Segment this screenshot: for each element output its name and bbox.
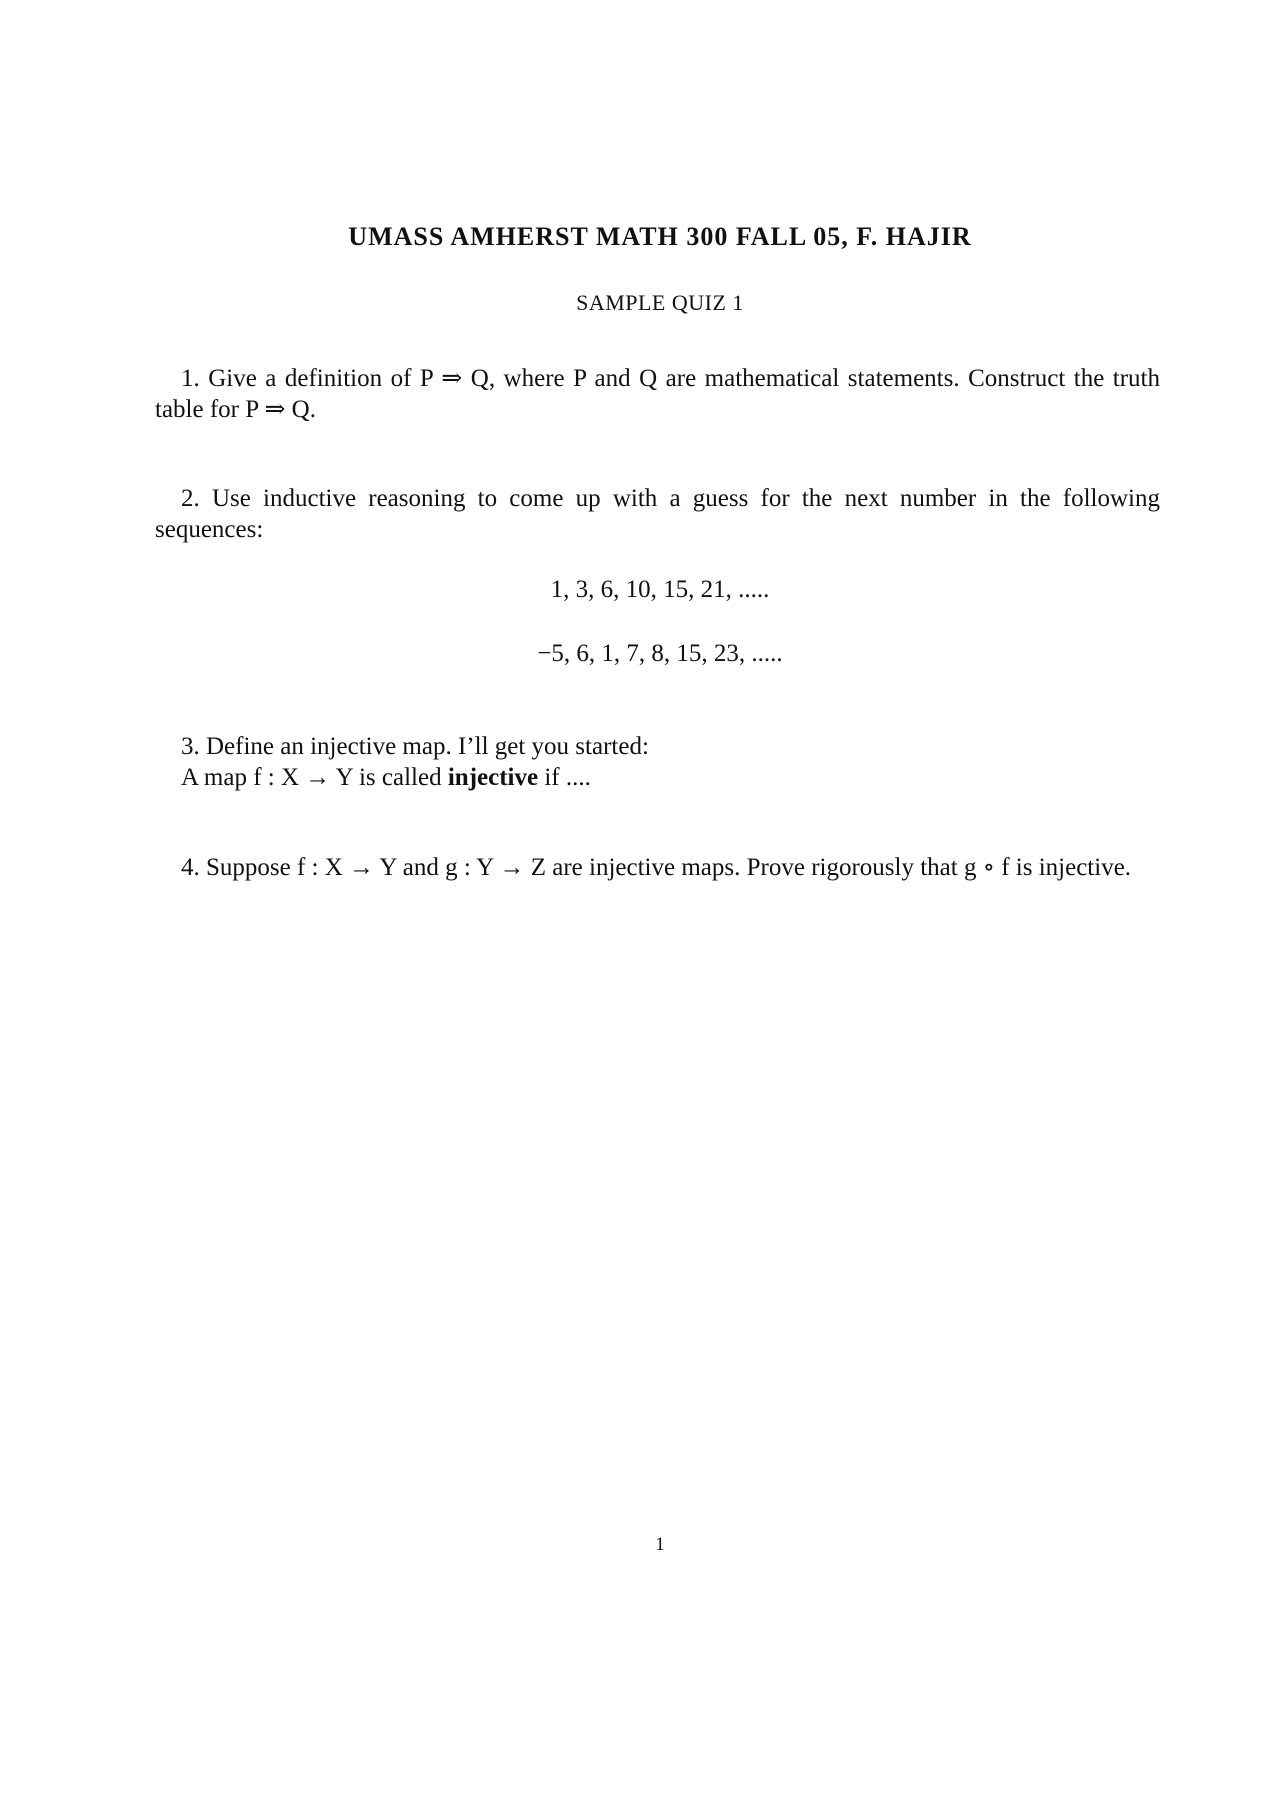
question-1 [155,363,1160,425]
question-1-text: Give a definition of P ⇒ Q, where P and Q are mathematical statements. Construct the truth table for P ⇒ Q. [155,365,1161,423]
question-3-line-1 [155,731,1160,762]
document-subtitle: SAMPLE QUIZ 1 [576,290,744,315]
question-4-text: Suppose f : X → Y and g : Y → Z are injective maps. Prove rigorously that g ∘ f is injective. [206,854,1132,881]
page-number: 1 [655,1534,665,1555]
question-3-line-2 [155,762,1160,793]
sequence-1: 1, 3, 6, 10, 15, 21, ..... [550,576,770,603]
question-4 [155,852,1160,883]
question-2-text: Use inductive reasoning to come up with a guess for the next number in the following sequences: [155,485,1160,543]
question-1-number: 1. [181,365,200,392]
sequence-2: −5, 6, 1, 7, 8, 15, 23, ..... [537,640,783,667]
question-2 [155,483,1160,545]
injective-term: injective [447,764,539,791]
question-2-number: 2. [181,485,200,512]
question-3-number: 3. [181,733,200,760]
question-3-line-2-suffix: if .... [538,764,591,791]
question-3 [155,731,1160,793]
question-4-number: 4. [181,854,200,881]
document-title: UMASS AMHERST MATH 300 FALL 05, F. HAJIR [348,222,972,251]
question-3-text: Define an injective map. I’ll get you started: [206,733,649,760]
question-3-line-2-prefix: A map f : X → Y is called [181,764,448,791]
